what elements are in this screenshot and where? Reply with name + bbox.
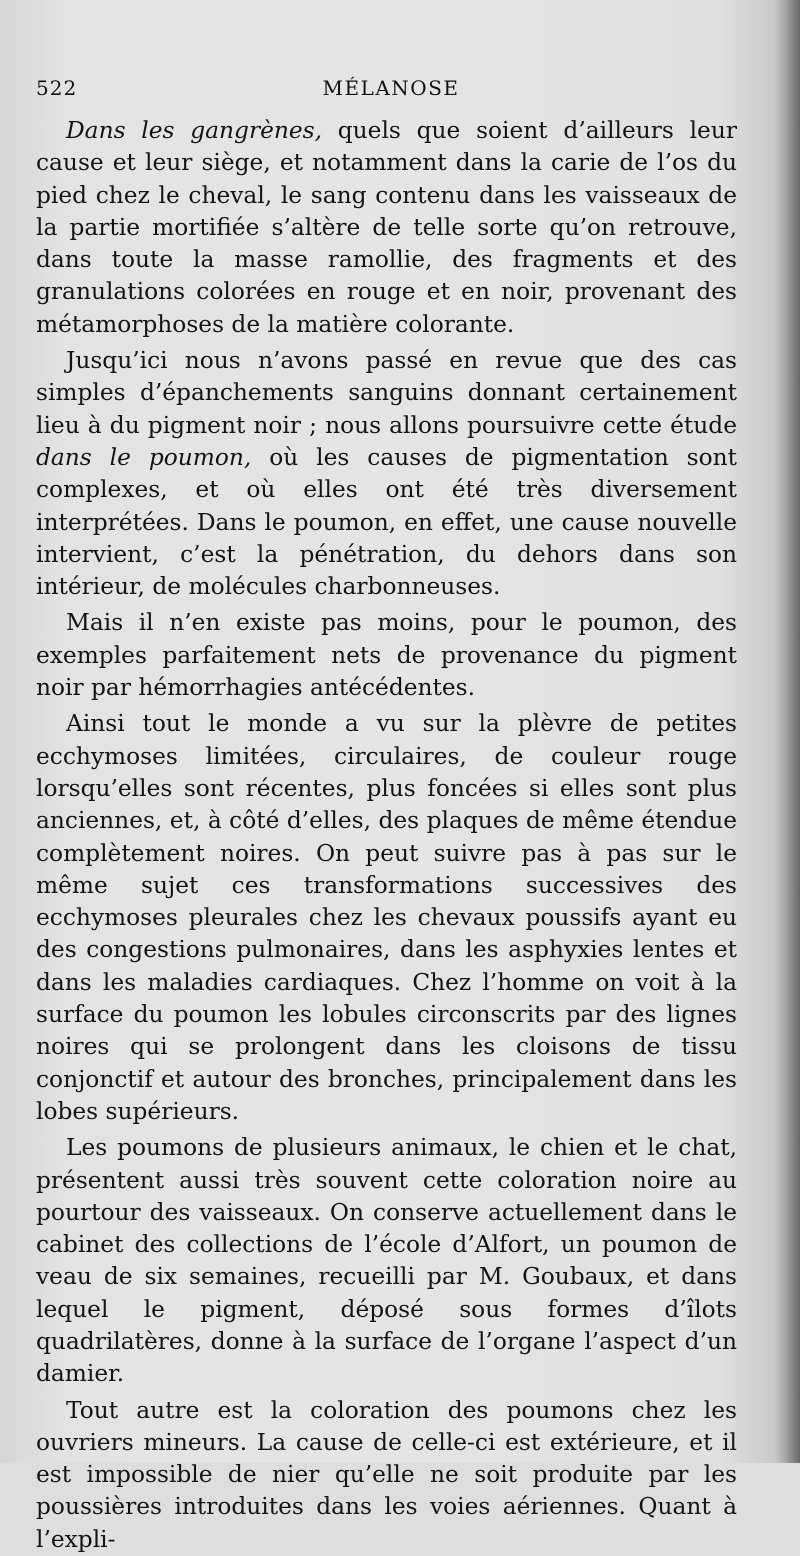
page-number: 522 bbox=[36, 76, 78, 100]
running-header bbox=[36, 72, 746, 106]
paragraph-text-before: Jusqu’ici nous n’avons passé en revue que des cas simples d’épanchements sanguins donnant certainement lieu à du pigment noir ; nous allons poursuivre cette étude bbox=[36, 347, 737, 439]
paragraph-ecchymoses: Ainsi tout le monde a vu sur la plèvre de petites ecchymoses limitées, circulaires, de couleur rouge lorsqu’elles sont récentes, plus foncées si elles sont plus anciennes, et, à côté d’elles, des plaques de même étendue complètement noires. On peut suivre pas à pas sur le même sujet ces transformations successives des ecchymoses pleurales chez les chevaux poussifs ayant eu des congestions pulmonaires, dans les asphyxies lentes et dans les maladies cardiaques. Chez l’homme on voit à la surface du poumon les lobules circonscrits par des lignes noires qui se prolongent dans les cloisons de tissu conjonctif et autour des bronches, principalement dans les lobes supérieurs. bbox=[36, 710, 737, 1125]
paragraph-poumon bbox=[36, 345, 737, 603]
page-gutter-shadow bbox=[774, 0, 800, 1463]
paragraph-animaux: Les poumons de plusieurs animaux, le chien et le chat, présentent aussi très souvent cette coloration noire au pourtour des vaisseaux. On conserve actuellement dans le cabinet des collections de l’école d’Alfort, un poumon de veau de six semaines, recueilli par M. Goubaux, et dans lequel le pigment, déposé sous formes d’îlots quadrilatères, donne à la surface de l’organe l’aspect d’un damier. bbox=[36, 1134, 737, 1388]
paragraph-mineurs: Tout autre est la coloration des poumons chez les ouvriers mineurs. La cause de celle-ci est extérieure, et il est impossible de nier qu’elle ne soit produite par les poussières introduites dans les voies aériennes. Quant à l’expli- bbox=[36, 1396, 737, 1553]
italic-lead: Dans les gangrènes, bbox=[66, 117, 323, 144]
italic-phrase: dans le poumon, bbox=[36, 443, 252, 471]
paragraph-gangrenes bbox=[36, 115, 737, 341]
paragraph-hemorrhagies: Mais il n’en existe pas moins, pour le poumon, des exemples parfaitement nets de provenance du pigment noir par hémorrhagies antécédentes. bbox=[36, 609, 737, 702]
running-title: MÉLANOSE bbox=[322, 76, 460, 100]
paragraph-text-after: où les causes de pigmentation sont complexes, et où elles ont été très diversement interprétées. Dans le poumon, en effet, une cause nouvelle intervient, c’est la pénétration, du dehors dans son intérieur, de molécules charbonneuses. bbox=[36, 443, 737, 601]
paragraph-text: quels que soient d’ailleurs leur cause et leur siège, et notamment dans la carie de l’os du pied chez le cheval, le sang contenu dans les vaisseaux de la partie mortifiée s’altère de telle sorte qu’on retrouve, dans toute la masse ramollie, des fragments et des granulations colorées en rouge et en noir, provenant des métamorphoses de la matière colorante. bbox=[36, 117, 737, 338]
body-text bbox=[36, 115, 737, 1556]
